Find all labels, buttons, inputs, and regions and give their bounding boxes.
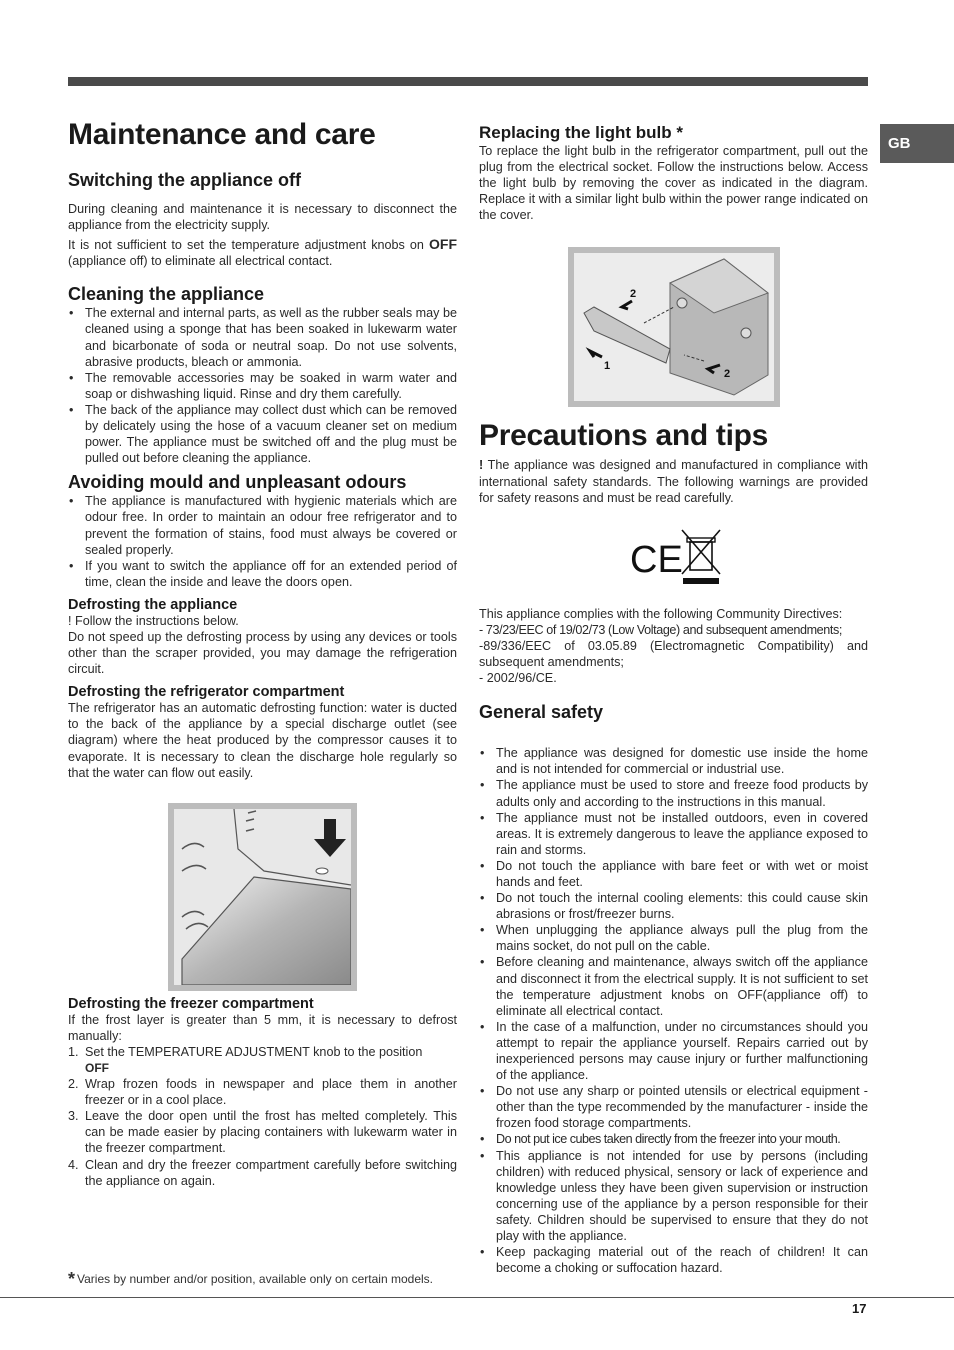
page-title: Maintenance and care — [68, 118, 376, 151]
defrosting-p2: Do not speed up the defrosting process by using any devices or tools other than the scraper provided, you may damage the refrigeration circuit. — [68, 629, 457, 677]
footnote-text: Varies by number and/or position, available only on certain models. — [77, 1272, 433, 1286]
safety-list — [479, 745, 868, 1276]
list-item — [68, 1157, 457, 1189]
step-text: Clean and dry the freezer compartment carefully before switching the appliance on again. — [85, 1157, 457, 1188]
step-label: 2 — [630, 288, 637, 301]
bottom-rule — [0, 1297, 954, 1298]
switching-p1: During cleaning and maintenance it is necessary to disconnect the appliance from the electricity supply. — [68, 202, 457, 233]
mould-list — [68, 493, 457, 590]
switching-p2-text-end: (appliance off) to eliminate all electrical contact. — [68, 254, 333, 269]
defrosting-p1: ! Follow the instructions below. — [68, 613, 239, 628]
list-item: • Do not put ice cubes taken directly from the freezer into your mouth. — [479, 1131, 868, 1147]
ce-weee-marks — [624, 526, 724, 586]
freezer-defrost-heading: Defrosting the freezer compartment — [68, 995, 314, 1012]
switching-p2-text: It is not sufficient to set the temperature adjustment knobs on — [68, 238, 429, 253]
list-item — [68, 1108, 457, 1156]
switching-p2 — [68, 236, 457, 269]
list-item: • The back of the appliance may collect dust which can be removed by delicately using the hose of a vacuum cleaner set on medium power. The appliance must be switched off and the plug must be pulled out before cleaning the appliance. — [68, 402, 457, 466]
step-text: Wrap frozen foods in newspaper and place them in another freezer or in a cool place. — [85, 1077, 457, 1108]
cleaning-list — [68, 305, 457, 466]
list-item: • The external and internal parts, as well as the rubber seals may be cleaned using a sponge that has been soaked in lukewarm water and bicarbonate of soda or neutral soap. Do not use solvents, abrasive products, bleach or ammonia. — [68, 305, 457, 369]
general-safety-heading: General safety — [479, 702, 604, 723]
step-text: Set the TEMPERATURE ADJUSTMENT knob to the position — [85, 1044, 423, 1059]
step-number: 4. — [68, 1157, 79, 1172]
directives — [479, 606, 868, 686]
mould-heading: Avoiding mould and unpleasant odours — [68, 472, 407, 493]
list-item — [68, 1076, 457, 1108]
list-item: • Do not touch the internal cooling elements: this could cause skin abrasions or frost/freezer burns. — [479, 890, 868, 922]
list-item: • The appliance must not be installed outdoors, even in covered areas. It is extremely dangerous to leave the appliance exposed to rain and storms. — [479, 810, 868, 858]
list-item: • Keep packaging material out of the reach of children! It can become a choking or suffocation hazard. — [479, 1244, 868, 1276]
directive-line: This appliance complies with the following Community Directives: — [479, 606, 843, 621]
fridge-interior-illustration — [174, 809, 351, 985]
precautions-intro-text: The appliance was designed and manufactured in compliance with international safety standards. The following warnings are provided for safety reasons and must be read carefully. — [479, 458, 868, 505]
defrosting-heading: Defrosting the appliance — [68, 596, 238, 613]
list-item: • When unplugging the appliance always pull the plug from the mains socket, do not pull on the cable. — [479, 922, 868, 954]
cleaning-heading: Cleaning the appliance — [68, 284, 265, 305]
freezer-steps — [68, 1044, 457, 1189]
footnote-star: * — [68, 1269, 76, 1289]
precautions-intro — [479, 457, 868, 505]
list-item: • The appliance is manufactured with hygienic materials which are odour free. In order to maintain an odour free refrigerator and to prevent the formation of stains, food must always be covered or sealed properly. — [68, 493, 457, 557]
ce-mark: CE — [629, 538, 683, 581]
page-number: 17 — [852, 1301, 867, 1316]
switching-heading: Switching the appliance off — [68, 170, 302, 190]
list-item: • The appliance was designed for domestic use inside the home and is not intended for commercial or industrial use. — [479, 745, 868, 777]
off-label: OFF — [85, 1061, 109, 1075]
list-item — [68, 1044, 457, 1076]
top-rule — [68, 77, 868, 86]
step-label: 2 — [724, 368, 731, 381]
bulb-heading: Replacing the light bulb * — [479, 123, 683, 142]
list-item: • Do not use any sharp or pointed utensils or electrical equipment - other than the type recommended by the manufacturer - inside the frozen food storage compartments. — [479, 1083, 868, 1131]
list-item: • In the case of a malfunction, under no circumstances should you attempt to repair the appliance yourself. Repairs carried out by inexperienced persons may cause injury or further malfunctioning of the appliance. — [479, 1019, 868, 1083]
list-item: • The appliance must be used to store and freeze food products by adults only and according to the instructions in this manual. — [479, 777, 868, 809]
step-number: 3. — [68, 1109, 79, 1124]
list-item: • If you want to switch the appliance off for an extended period of time, clean the inside and leave the doors open. — [68, 558, 457, 590]
list-item: • The removable accessories may be soaked in warm water and soap or dishwashing liquid. Rinse and dry them carefully. — [68, 370, 457, 402]
list-item: • This appliance is not intended for use by persons (including children) with reduced physical, sensory or lack of experience and knowledge unless they have been given supervision or instruction concerning use of the appliance by a person responsible for their safety. Children should be supervised to ensure that they do not play with the appliance. — [479, 1148, 868, 1245]
right-column — [479, 123, 868, 1276]
directive-line: -89/336/EEC of 03.05.89 (Electromagnetic Compatibility) and subsequent amendments; — [479, 638, 868, 670]
directive-line: - 2002/96/CE. — [479, 671, 557, 686]
warning-mark: ! — [479, 458, 484, 473]
freezer-defrost-p: If the frost layer is greater than 5 mm, it is necessary to defrost manually: — [68, 1012, 457, 1043]
precautions-title: Precautions and tips — [479, 419, 769, 453]
list-item: • Do not touch the appliance with bare feet or with wet or moist hands and feet. — [479, 858, 868, 890]
step-label: 1 — [604, 360, 611, 373]
light-cover-illustration — [574, 253, 774, 401]
fridge-defrost-heading: Defrosting the refrigerator compartment — [68, 684, 345, 701]
fridge-defrost-p: The refrigerator has an automatic defrosting function: water is ducted to the back of the appliance by a special discharge outlet (see diagram) where the heat produced by the compressor causes it to evaporate. It is necessary to clean the discharge hole regularly so that the water can flow out easily. — [68, 701, 457, 780]
weee-bin-icon — [682, 530, 720, 584]
footnote — [68, 1269, 433, 1290]
light-bulb-diagram — [568, 247, 780, 407]
step-number: 2. — [68, 1077, 79, 1092]
left-column — [68, 118, 457, 1189]
language-tab: GB — [880, 124, 954, 163]
off-label: OFF — [429, 236, 457, 253]
directive-line: - 73/23/EEC of 19/02/73 (Low Voltage) and subsequent amendments; — [479, 622, 842, 637]
step-number: 1. — [68, 1044, 79, 1059]
bulb-p: To replace the light bulb in the refrigerator compartment, pull out the plug from the electrical socket. Follow the instructions below. Access the light bulb by removing the cover as indicated in the diagram. Replace it with a similar light bulb within the power range indicated on the cover. — [479, 144, 868, 223]
list-item: • Before cleaning and maintenance, always switch off the appliance and disconnect it from the electrical supply. It is not sufficient to set the temperature adjustment knobs on OFF(appliance off) to eliminate all electrical contact. — [479, 954, 868, 1018]
step-text: Leave the door open until the frost has melted completely. This can be made easier by placing containers with lukewarm water in the freezer compartment. — [85, 1109, 457, 1156]
discharge-outlet-diagram — [168, 803, 357, 991]
